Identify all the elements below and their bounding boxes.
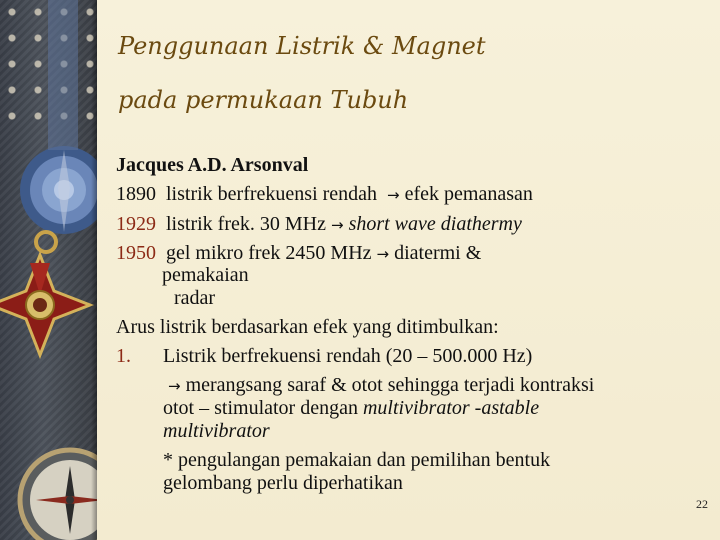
note-line-1: * pengulangan pemakaian dan pemilihan bentuk [163,449,551,471]
right-arrow-icon: → [387,186,400,204]
list-effect-italic: multivibrator -astable [362,397,540,419]
compass-icon [20,450,97,540]
timeline-year: 1929 [116,213,156,235]
timeline-row-1890 [116,184,533,205]
note-line-2: gelombang perlu diperhatikan [163,472,403,494]
medal-illustration [0,0,97,540]
right-arrow-icon: → [376,245,390,263]
ribbon-strip [48,0,78,150]
ribbon-rosette-icon [20,146,97,234]
heading-arsonval: Jacques A.D. Arsonval [116,154,309,176]
list-item-text: Listrik berfrekuensi rendah (20 – 500.000 Hz) [163,345,533,367]
timeline-text: listrik frek. 30 MHz [166,213,326,235]
right-arrow-icon: → [168,377,181,395]
timeline-text: listrik berfrekuensi rendah [166,183,378,205]
timeline-text: gel mikro frek 2450 MHz [166,242,372,264]
timeline-year: 1890 [116,183,156,205]
timeline-result: efek pemanasan [404,183,533,205]
sidebar-edge-shadow [91,0,97,540]
list-effect-line-2 [163,398,539,418]
arus-intro: Arus listrik berdasarkan efek yang ditimbulkan: [116,316,499,338]
cross-medal-icon [0,255,90,355]
right-arrow-icon: → [330,216,344,234]
medal-ring [36,232,56,252]
list-number: 1. [116,345,131,367]
list-effect-part: otot – stimulator dengan [163,397,363,419]
slide-title-line-1: Penggunaan Listrik & Magnet [118,32,486,60]
timeline-continuation-1: pemakaian [162,264,249,286]
timeline-row-1929 [116,214,522,235]
list-effect-italic: multivibrator [163,420,270,442]
timeline-row-1950 [116,243,481,264]
slide-title-line-2: pada permukaan Tubuh [118,86,409,114]
timeline-year: 1950 [116,242,156,264]
sidebar-decorative-photo [0,0,97,540]
list-effect: merangsang saraf & otot sehingga terjadi kontraksi [185,374,595,396]
page-number: 22 [696,497,708,511]
list-effect-line [168,375,594,396]
timeline-result: short wave diathermy [348,213,522,235]
timeline-result: diatermi & [394,242,482,264]
list-effect-line-3 [163,421,270,441]
timeline-continuation-2: radar [174,287,216,309]
